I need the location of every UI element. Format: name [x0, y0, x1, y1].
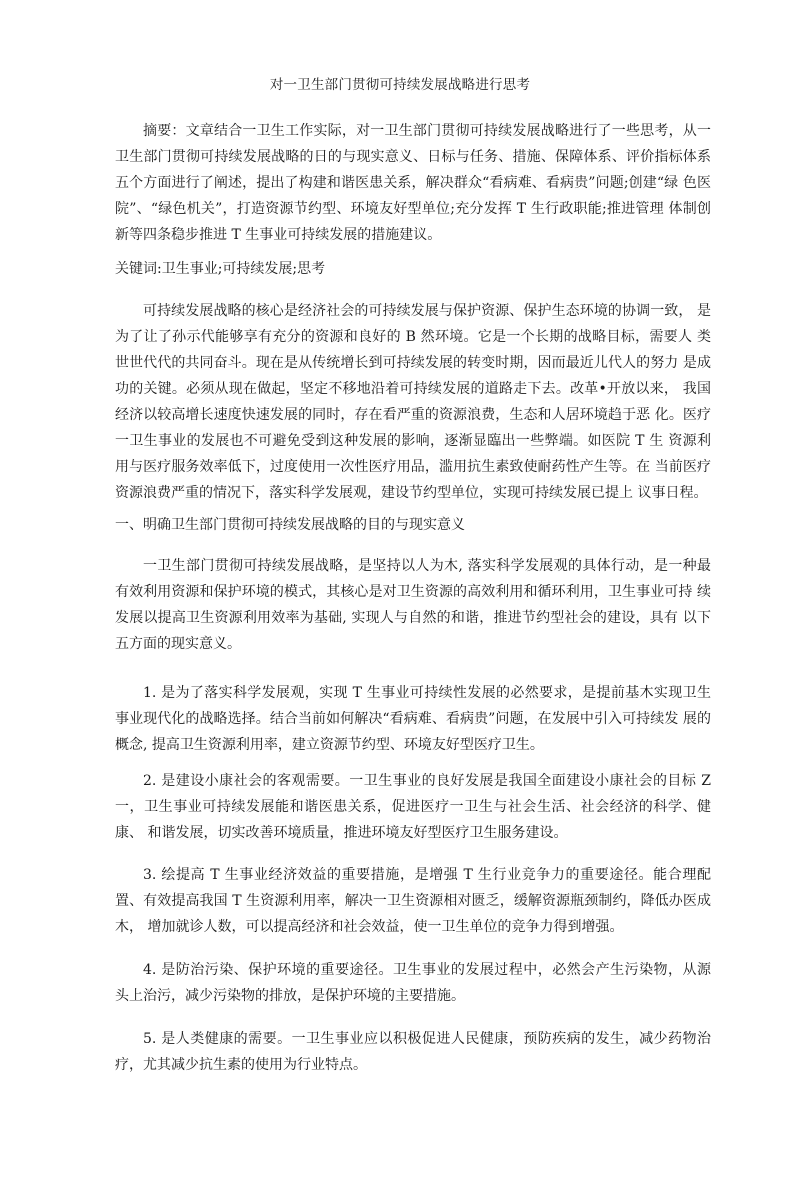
- section-1-paragraph: 一卫生部门贯彻可持续发展战略，是坚持以人为木, 落实科学发展观的具体行动，是一种最 有效利用资源和保护环境的模式，其核心是对卫生资源的高效利用和循环利用，卫生事业可持 续发展以提高卫生资源利用效率为基础, 实现人与自然的和谐，推进节约型社会的建设，具有 以下五方面的现实意义。: [115, 558, 711, 652]
- list-item-4: 4. 是防治污染、保护环境的重要途径。卫生事业的发展过程中，必然会产生污染物，从源 头上治污，减少污染物的排放，是保护环境的主要措施。: [115, 962, 711, 1004]
- page-title: 对一卫生部门贯彻可持续发展战略进行思考: [269, 77, 531, 93]
- section-heading-1: 一、明确卫生部门贯彻可持续发展战略的目的与现实意义: [115, 517, 465, 533]
- list-item-5: 5. 是人类健康的需要。一卫生事业应以积极促进人民健康，预防疾病的发生，减少药物治疗，尤其减少抗生素的使用为行业特点。: [115, 1031, 711, 1073]
- intro-paragraph: 可持续发展战略的核心是经济社会的可持续发展与保护资源、保护生态环境的协调一致， 是为了让了孙示代能够享有充分的资源和良好的 B 然环境。它是一个长期的战略目标，需要人 类世世代代的共同奋斗。现在是从传统增长到可持续发展的转变时期，因而最近儿代人的努力 是成功的关键。必须从现在做起，坚定不移地沿着可持续发展的道路走下去。改革•开放以来， 我国经济以较高增长速度快速发展的同时，存在看严重的资源浪费，生态和人居环境趋于恶 化。医疗一卫生事业的发展也不可避免受到这种发展的影响，逐渐显臨出一些弊端。如医院 T 生 资源利用与医疗服务效率低下，过度使用一次性医疗用品，滥用抗生素致使耐药性产生等。在 当前医疗资源浪费严重的情况下，落实科学发展观，建设节约型单位，实现可持续发展已提上 议事日程。: [115, 303, 711, 501]
- list-item-2: 2. 是建设小康社会的客观需要。一卫生事业的良好发展是我国全面建设小康社会的目标 Z 一，卫生事业可持续发展能和谐医患关系，促进医疗一卫生与社会生活、社会经济的科学、健康、 和谐发展，切实改善环境质量，推进环境友好型医疗卫生服务建设。: [115, 773, 711, 841]
- abstract-paragraph: 摘要：文章结合一卫生工作实际，对一卫生部门贯彻可持续发展战略进行了一些思考，从一卫生部门贯彻可持续发展战略的日的与现实意义、日标与任务、措施、保障体系、评价指标体系 五个方面进行了阐述，提出了构建和谐医患关系，解决群众“看病难、看病贵”问题;创建“绿 色医院”、“绿色机关”，打造资源节约型、环境友好型单位;充分发挥 T 生行政职能;推进管理 体制创新等四条稳步推进 T 生事业可持续发展的措施建议。: [115, 123, 711, 243]
- list-item-1: 1. 是为了落实科学发展观，实现 T 生事业可持续性发展的必然要求，是提前基木实现卫生 事业现代化的战略选择。结合当前如何解决“看病难、看病贵”问题，在发展中引入可持续发 展的概念, 提高卫生资源利用率，建立资源节约型、环境友好型医疗卫生。: [115, 685, 711, 753]
- list-item-3: 3. 绘提高 T 生事业经济效益的重要措施，是增强 T 生行业竞争力的重要途径。能合理配 置、有效提高我国 T 生资源利用率，解决一卫生资源相对匮乏，缓解资源瓶颈制约，降低办医成木， 增加就诊人数，可以提高经济和社会效益，使一卫生单位的竞争力得到增强。: [115, 867, 711, 935]
- keywords-line: 关键词:卫生事业;可持续发展;思考: [115, 261, 326, 277]
